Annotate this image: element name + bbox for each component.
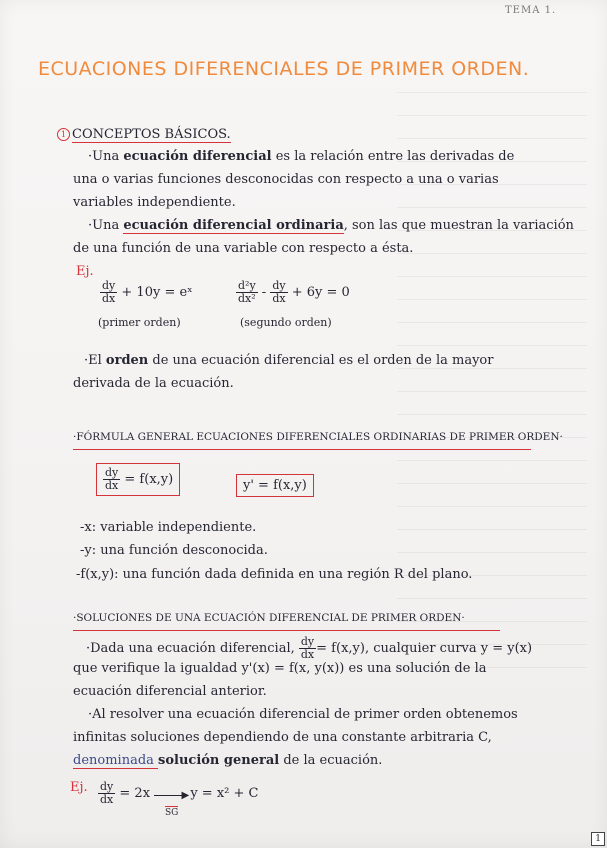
fraction: $\frac{dy}{dx}$ (105, 466, 119, 492)
section1-p2 (88, 218, 574, 233)
section1-p2-line2: de una función de una variable con respecto a ésta. (73, 241, 414, 256)
term-denominada: denominada (73, 753, 159, 768)
section3-p2-line3 (73, 753, 382, 768)
equation-result: y = x² + C (190, 786, 259, 801)
arrow-label-sg: SG (165, 808, 179, 818)
formula-box-1 (96, 463, 180, 496)
text-run: = f(x,y), cualquier curva y = y(x) (316, 641, 533, 656)
equation-rest: + 10y = eˣ (121, 285, 193, 300)
section3-p1-line3: ecuación diferencial anterior. (73, 684, 267, 699)
section3-p1 (86, 636, 532, 661)
text-run: de la ecuación. (279, 753, 383, 768)
text-run: ·Una (88, 218, 124, 233)
text-run: ·El (84, 353, 106, 368)
text-run: , son las que muestran la variación (343, 218, 574, 233)
section1-p3-line2: derivada de la ecuación. (73, 376, 234, 391)
example2-equation (236, 280, 350, 305)
implies-arrow-icon: ▶ (154, 791, 186, 796)
section2-heading: ·FÓRMULA GENERAL ECUACIONES DIFERENCIALES ORDINARIAS DE PRIMER ORDEN· (73, 431, 563, 443)
text-run: de una ecuación diferencial es el orden de la mayor (148, 353, 494, 368)
term-ecuacion-ordinaria: ecuación diferencial ordinaria (123, 218, 344, 233)
section1-heading (57, 127, 231, 142)
section2-underline (73, 449, 531, 450)
definition-item-x: -x: variable independiente. (80, 520, 257, 535)
section3-example (98, 781, 258, 806)
fraction: $\frac{dy}{dx}$ (100, 780, 114, 806)
example2-caption: (segundo orden) (240, 316, 332, 329)
formula-rest: = f(x,y) (124, 472, 174, 487)
section1-p1-line3: variables independiente. (73, 195, 236, 210)
page-number: 1 (591, 832, 605, 846)
example-label-2: Ej. (70, 780, 88, 795)
fraction: $\frac{dy}{dx}$ (102, 279, 116, 305)
text-run: ·Una (88, 149, 124, 164)
section3-p2-line1: ·Al resolver una ecuación diferencial de primer orden obtenemos (88, 707, 518, 722)
section3-p2-line2: infinitas soluciones dependiendo de una constante arbitraria C, (73, 730, 492, 745)
term-solucion-general: solución general (158, 753, 280, 768)
example1-caption: (primer orden) (98, 316, 181, 329)
text-run: ·Dada una ecuación diferencial, (86, 641, 295, 656)
section3-underline (73, 630, 500, 631)
section1-p3 (84, 353, 493, 368)
page-title: ECUACIONES DIFERENCIALES DE PRIMER ORDEN. (38, 58, 530, 80)
fraction: $\frac{dy}{dx}$ (272, 279, 286, 305)
equation-rest: = 2x (119, 786, 151, 801)
example-label: Ej. (76, 264, 94, 279)
section-number-badge: 1 (57, 128, 70, 141)
term-orden: orden (105, 353, 149, 368)
example1-equation (100, 280, 193, 305)
operator: - (257, 285, 271, 300)
equation-rest: + 6y = 0 (291, 285, 350, 300)
text-run: es la relación entre las derivadas de (271, 149, 515, 164)
fraction: $\frac{dy}{dx}$ (300, 635, 315, 661)
fraction: $\frac{\text{d²y}}{\text{dx²}}$ (238, 279, 256, 305)
definition-item-y: -y: una función desconocida. (80, 543, 268, 558)
term-ecuacion-diferencial: ecuación diferencial (123, 149, 272, 164)
section1-p1 (88, 149, 514, 164)
definition-item-f: -f(x,y): una función dada definida en una región R del plano. (76, 567, 473, 582)
section3-p1-line2: que verifique la igualdad y'(x) = f(x, y(x)) es una solución de la (73, 661, 487, 676)
topic-label: TEMA 1. (505, 5, 557, 16)
section3-heading: ·SOLUCIONES DE UNA ECUACIÓN DIFERENCIAL DE PRIMER ORDEN· (73, 612, 465, 624)
section1-heading-text: CONCEPTOS BÁSICOS. (72, 127, 231, 142)
section1-p1-line2: una o varias funciones desconocidas con respecto a una o varias (73, 172, 499, 187)
formula-box-2: y' = f(x,y) (236, 474, 314, 497)
